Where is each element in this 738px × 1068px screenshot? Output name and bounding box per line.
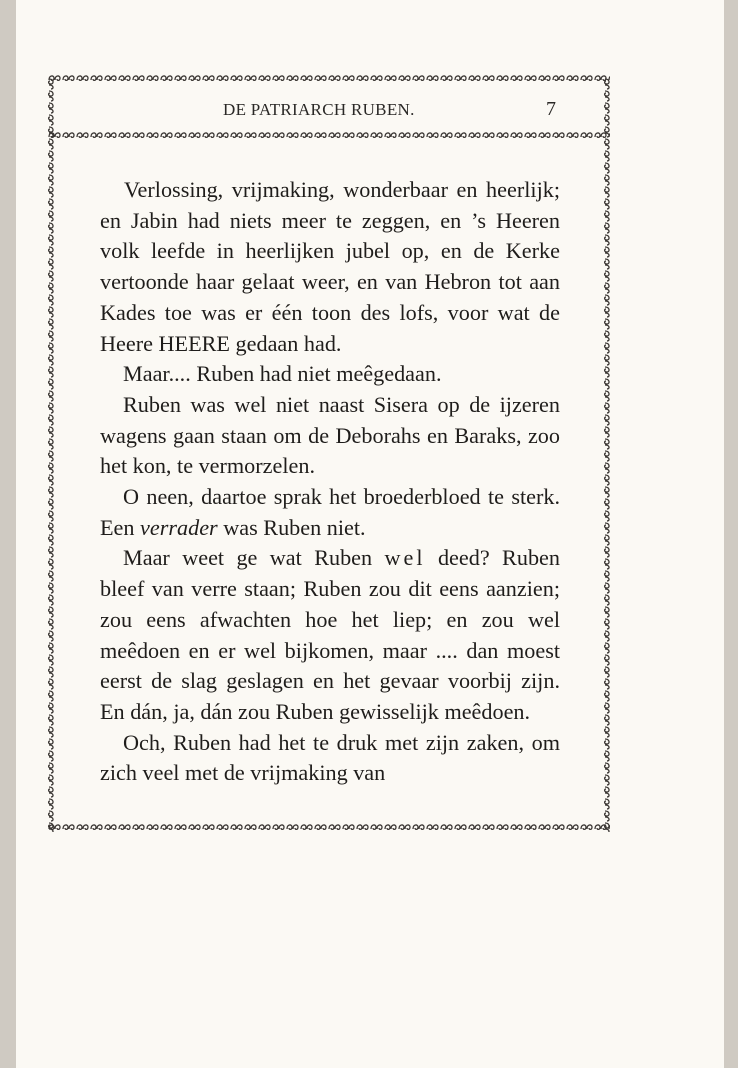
paragraph-5 — [100, 543, 560, 727]
paragraph-4 — [100, 482, 560, 543]
paragraph-6: Och, Ruben had het te druk met zijn zaken, om zich veel met de vrijmaking van — [100, 729, 560, 786]
running-title: DE PATRIARCH RUBEN. — [223, 100, 415, 119]
running-head — [223, 100, 563, 124]
paragraph-5-end: deed? Ruben bleef van verre staan; Ruben zou dit eens aanzien; zou eens afwachten hoe het liep; en zou wel meêdoen en er wel bijkomen, maar .... dan moest eerst de slag geslagen en het gevaar voorbij zijn. En dán, ja, dán zou Ruben gewisselijk meêdoen. — [100, 545, 560, 724]
paragraph-5-start: Maar weet ge wat Ruben — [123, 545, 385, 571]
right-scan-margin — [724, 0, 738, 1068]
ornament-border-left — [46, 78, 56, 832]
ornament-rule-top — [48, 73, 610, 83]
ornament-rule-under-header — [48, 130, 610, 140]
page-number: 7 — [546, 98, 556, 120]
paragraph-4-end: was Ruben niet. — [217, 514, 366, 540]
ornament-rule-bottom — [48, 822, 610, 832]
ornament-border-right — [602, 78, 612, 832]
book-page — [16, 0, 724, 1068]
spaced-word-wel: wel — [384, 545, 426, 571]
body-text — [100, 175, 560, 789]
italic-word-verrader: verrader — [140, 514, 218, 540]
paragraph-3: Ruben was wel niet naast Sisera op de ijzeren wagens gaan staan om de Deborahs en Baraks, zoo het kon, te vermorzelen. — [100, 391, 560, 479]
paragraph-2: Maar.... Ruben had niet meêgedaan. — [123, 361, 442, 387]
paragraph-1: Verlossing, vrijmaking, wonderbaar en heerlijk; en Jabin had niets meer te zeggen, en ’s Heeren volk leefde in heerlijken jubel op, en de Kerke vertoonde haar gelaat weer, en van Hebron tot aan Kades toe was er één toon des lofs, voor wat de Heere HEERE gedaan had. — [100, 177, 560, 356]
left-scan-margin — [0, 0, 16, 1068]
paragraph-4-start: O neen, daartoe sprak het broederbloed te sterk. Een — [100, 484, 560, 540]
